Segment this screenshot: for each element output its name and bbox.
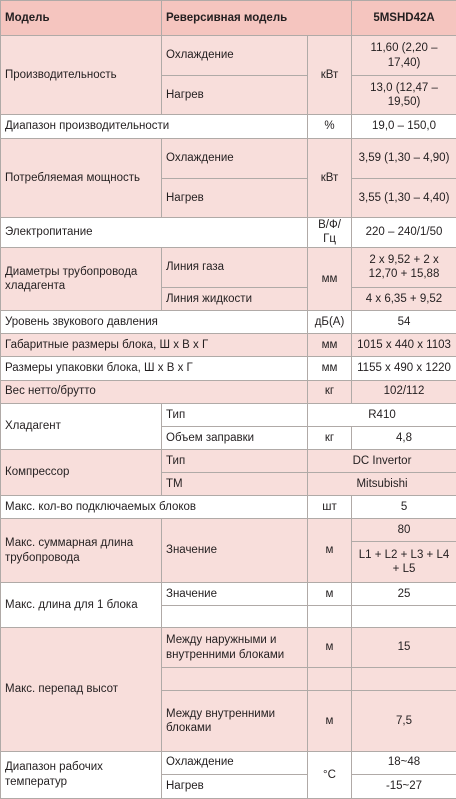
header-model-label: Модель: [1, 1, 162, 36]
height-indoor-indoor-value: 7,5: [352, 691, 456, 751]
dimensions-value: 1015 x 440 x 1103: [352, 334, 456, 357]
power-heating-mode: Нагрев: [162, 178, 308, 217]
pipe-diameters-label: Диаметры трубопровода хладагента: [1, 247, 162, 310]
height-indoor-indoor-unit: м: [308, 691, 352, 751]
empty-cell: [162, 605, 308, 627]
table-row: [1, 627, 456, 667]
table-row: [1, 582, 456, 605]
max-length-unit-mode: Значение: [162, 582, 308, 605]
table-row: [1, 36, 456, 76]
table-row: [1, 357, 456, 380]
refrigerant-type-mode: Тип: [162, 403, 308, 426]
sound-label: Уровень звукового давления: [1, 311, 308, 334]
power-supply-unit: В/Ф/Гц: [308, 217, 352, 247]
temp-heating-mode: Нагрев: [162, 774, 308, 798]
power-heating-value: 3,55 (1,30 – 4,40): [352, 178, 456, 217]
capacity-range-unit: %: [308, 115, 352, 138]
capacity-cooling-value: 11,60 (2,20 – 17,40): [352, 36, 456, 76]
compressor-type-value: DC Invertor: [308, 449, 456, 472]
table-row: [1, 449, 456, 472]
empty-cell: [352, 605, 456, 627]
pipe-gas-mode: Линия газа: [162, 247, 308, 287]
header-reversible-model: Реверсивная модель: [162, 1, 352, 36]
empty-cell: [352, 668, 456, 691]
capacity-cooling-mode: Охлаждение: [162, 36, 308, 76]
power-cooling-value: 3,59 (1,30 – 4,90): [352, 138, 456, 178]
height-outdoor-indoor-unit: м: [308, 627, 352, 667]
pack-dimensions-unit: мм: [308, 357, 352, 380]
max-total-length-value: 80: [352, 519, 456, 542]
table-row: [1, 115, 456, 138]
max-units-value: 5: [352, 496, 456, 519]
capacity-range-value: 19,0 – 150,0: [352, 115, 456, 138]
header-model-name: 5MSHD42A: [352, 1, 456, 36]
table-row: [1, 496, 456, 519]
max-height-diff-label: Макс. перепад высот: [1, 627, 162, 751]
pipe-diameters-unit: мм: [308, 247, 352, 310]
pipe-liquid-mode: Линия жидкости: [162, 288, 308, 311]
sound-value: 54: [352, 311, 456, 334]
weight-value: 102/112: [352, 380, 456, 403]
refrigerant-charge-value: 4,8: [352, 426, 456, 449]
capacity-range-label: Диапазон производительности: [1, 115, 308, 138]
operating-temp-unit: °C: [308, 751, 352, 798]
power-cooling-mode: Охлаждение: [162, 138, 308, 178]
max-length-unit-label: Макс. длина для 1 блока: [1, 582, 162, 627]
table-row: [1, 751, 456, 774]
pack-dimensions-label: Размеры упаковки блока, Ш x В x Г: [1, 357, 308, 380]
compressor-label: Компрессор: [1, 449, 162, 495]
empty-cell: [308, 668, 352, 691]
temp-cooling-mode: Охлаждение: [162, 751, 308, 774]
capacity-unit: кВт: [308, 36, 352, 115]
power-consumption-unit: кВт: [308, 138, 352, 217]
capacity-heating-mode: Нагрев: [162, 76, 308, 115]
table-row: [1, 380, 456, 403]
max-total-length-mode: Значение: [162, 519, 308, 582]
max-total-length-label: Макс. суммарная длина трубопровода: [1, 519, 162, 582]
height-indoor-indoor-mode: Между внутренними блоками: [162, 691, 308, 751]
table-row: [1, 403, 456, 426]
table-row: [1, 247, 456, 287]
max-units-label: Макс. кол-во подключаемых блоков: [1, 496, 308, 519]
max-total-length-formula: L1 + L2 + L3 + L4 + L5: [352, 542, 456, 582]
table-row: [1, 311, 456, 334]
weight-unit: кг: [308, 380, 352, 403]
refrigerant-type-value: R410: [308, 403, 456, 426]
pipe-gas-value: 2 x 9,52 + 2 x 12,70 + 15,88: [352, 247, 456, 287]
power-consumption-label: Потребляемая мощность: [1, 138, 162, 217]
dimensions-unit: мм: [308, 334, 352, 357]
sound-unit: дБ(А): [308, 311, 352, 334]
power-supply-label: Электропитание: [1, 217, 308, 247]
dimensions-label: Габаритные размеры блока, Ш x В x Г: [1, 334, 308, 357]
power-supply-value: 220 – 240/1/50: [352, 217, 456, 247]
temp-heating-value: -15~27: [352, 774, 456, 798]
pack-dimensions-value: 1155 x 490 x 1220: [352, 357, 456, 380]
max-length-unit-value: 25: [352, 582, 456, 605]
compressor-brand-mode: ТМ: [162, 473, 308, 496]
table-row: [1, 217, 456, 247]
table-row: [1, 334, 456, 357]
table-row: [1, 519, 456, 542]
max-length-unit-unit: м: [308, 582, 352, 605]
compressor-brand-value: Mitsubishi: [308, 473, 456, 496]
compressor-type-mode: Тип: [162, 449, 308, 472]
refrigerant-charge-mode: Объем заправки: [162, 426, 308, 449]
refrigerant-label: Хладагент: [1, 403, 162, 449]
pipe-liquid-value: 4 x 6,35 + 9,52: [352, 288, 456, 311]
height-outdoor-indoor-mode: Между наружными и внутренними блоками: [162, 627, 308, 667]
capacity-heating-value: 13,0 (12,47 – 19,50): [352, 76, 456, 115]
empty-cell: [162, 668, 308, 691]
empty-cell: [308, 605, 352, 627]
table-header-row: [1, 1, 456, 36]
temp-cooling-value: 18~48: [352, 751, 456, 774]
table-row: [1, 138, 456, 178]
max-units-unit: шт: [308, 496, 352, 519]
weight-label: Вес нетто/брутто: [1, 380, 308, 403]
refrigerant-charge-unit: кг: [308, 426, 352, 449]
operating-temp-label: Диапазон рабочих температур: [1, 751, 162, 798]
max-total-length-unit: м: [308, 519, 352, 582]
height-outdoor-indoor-value: 15: [352, 627, 456, 667]
capacity-label: Производительность: [1, 36, 162, 115]
